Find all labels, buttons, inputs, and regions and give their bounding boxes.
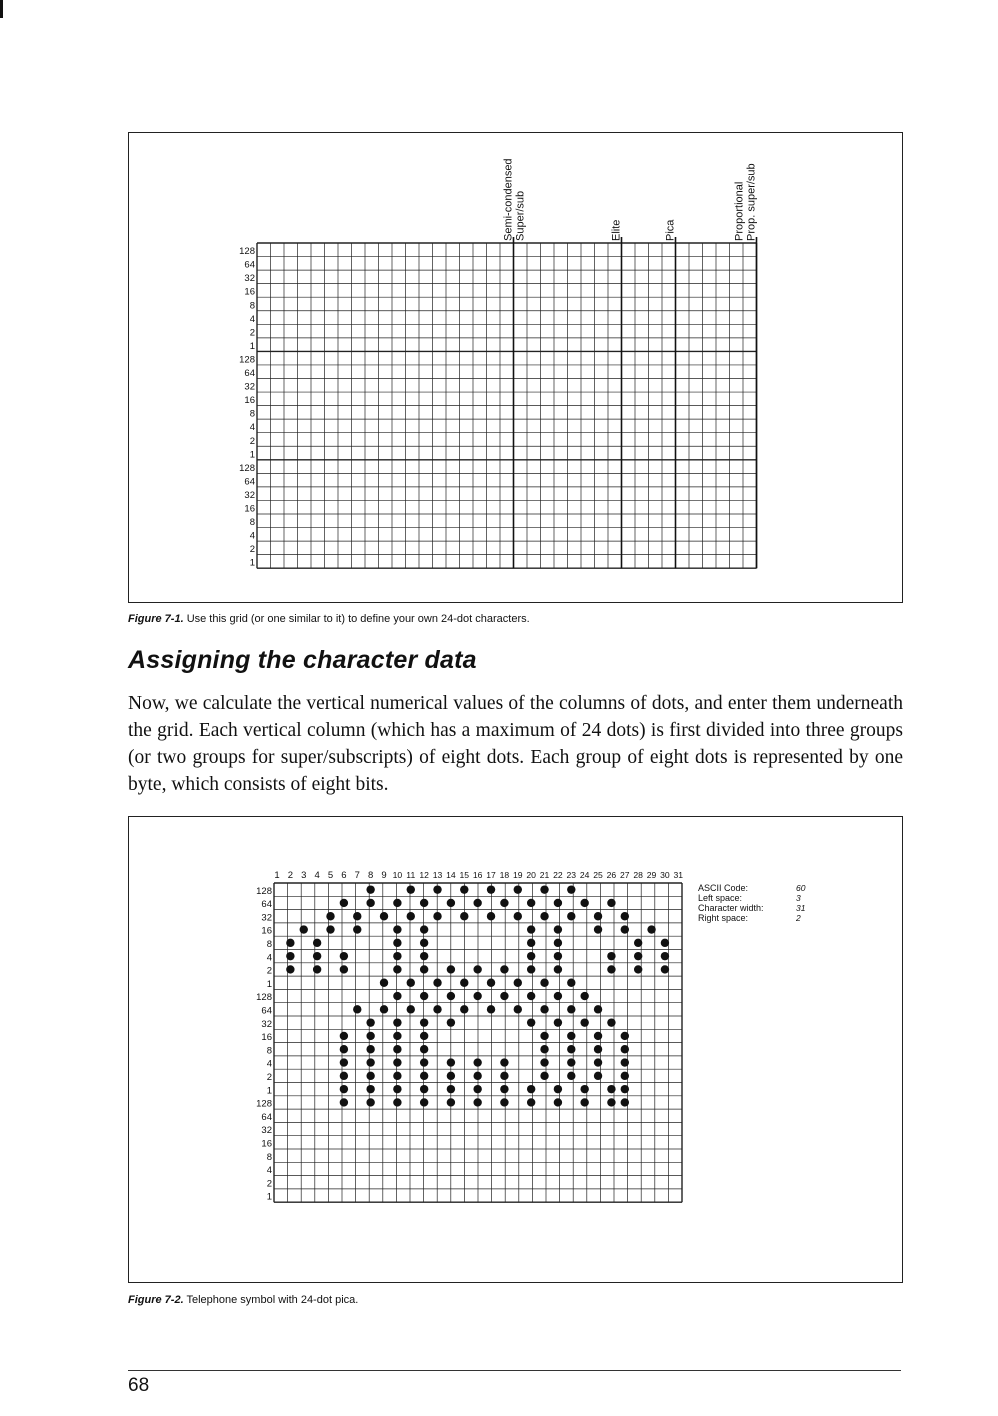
row-value-label: 128 bbox=[256, 885, 272, 897]
dot bbox=[420, 1098, 428, 1106]
dot bbox=[527, 1018, 535, 1026]
info-label: Right space: bbox=[698, 913, 749, 923]
dot bbox=[527, 925, 535, 933]
dot bbox=[433, 979, 441, 987]
dot bbox=[594, 1045, 602, 1053]
dot bbox=[313, 965, 321, 973]
dot bbox=[407, 912, 415, 920]
row-value-label: 64 bbox=[244, 368, 255, 379]
dot bbox=[527, 992, 535, 1000]
dot bbox=[420, 1072, 428, 1080]
row-value-label: 1 bbox=[266, 1085, 272, 1097]
dot bbox=[540, 1005, 548, 1013]
column-number-label: 18 bbox=[499, 870, 510, 880]
row-value-label: 128 bbox=[256, 992, 272, 1004]
row-value-label: 8 bbox=[249, 300, 255, 312]
dot bbox=[473, 1072, 481, 1080]
row-value-label: 64 bbox=[261, 1111, 272, 1123]
dot bbox=[554, 899, 562, 907]
dot bbox=[340, 1032, 348, 1040]
figure-2-caption-label: Figure 7-2. bbox=[128, 1294, 184, 1306]
row-value-label: 32 bbox=[244, 381, 255, 393]
dot bbox=[326, 925, 334, 933]
dot bbox=[500, 1058, 508, 1066]
dot bbox=[353, 1005, 361, 1013]
dot bbox=[594, 1072, 602, 1080]
dot bbox=[353, 925, 361, 933]
row-value-label: 64 bbox=[261, 1005, 272, 1017]
dot bbox=[366, 1085, 374, 1093]
dot bbox=[554, 992, 562, 1000]
dot bbox=[393, 899, 401, 907]
section-heading: Assigning the character data bbox=[128, 646, 477, 674]
dot bbox=[460, 979, 468, 987]
row-value-label: 16 bbox=[244, 503, 255, 515]
dot bbox=[580, 1085, 588, 1093]
dot bbox=[407, 885, 415, 893]
dot bbox=[607, 952, 615, 960]
column-number-label: 8 bbox=[367, 870, 374, 881]
dot bbox=[340, 1058, 348, 1066]
row-value-label: 128 bbox=[239, 246, 255, 258]
dot bbox=[621, 1058, 629, 1066]
column-number-label: 14 bbox=[446, 870, 456, 880]
column-number-label: 31 bbox=[673, 870, 684, 880]
dot bbox=[366, 1045, 374, 1053]
dot bbox=[447, 1058, 455, 1066]
row-value-label: 128 bbox=[239, 462, 255, 474]
dot bbox=[554, 1018, 562, 1026]
dot bbox=[580, 992, 588, 1000]
row-value-label: 8 bbox=[249, 517, 255, 529]
dot bbox=[514, 979, 522, 987]
dot bbox=[420, 952, 428, 960]
dot bbox=[567, 979, 575, 987]
row-value-label: 16 bbox=[244, 395, 255, 407]
column-number-label: 25 bbox=[593, 870, 603, 880]
column-number-label: 22 bbox=[553, 870, 563, 880]
dot bbox=[621, 1085, 629, 1093]
row-value-label: 16 bbox=[261, 1032, 272, 1044]
column-number-label: 9 bbox=[381, 870, 387, 881]
dot bbox=[634, 952, 642, 960]
dot bbox=[540, 1032, 548, 1040]
row-value-label: 4 bbox=[249, 313, 255, 325]
dot bbox=[661, 952, 669, 960]
column-number-label: 7 bbox=[354, 870, 360, 881]
dot bbox=[340, 1072, 348, 1080]
row-value-label: 64 bbox=[244, 259, 255, 271]
figure-1-frame bbox=[128, 132, 903, 603]
dot bbox=[420, 1085, 428, 1093]
dot bbox=[340, 1098, 348, 1106]
dot bbox=[554, 939, 562, 947]
dot bbox=[366, 1072, 374, 1080]
column-number-label: 23 bbox=[566, 870, 577, 880]
row-value-label: 16 bbox=[244, 286, 255, 298]
row-value-label: 1 bbox=[266, 1191, 272, 1203]
dot bbox=[554, 952, 562, 960]
dot bbox=[634, 939, 642, 947]
dot bbox=[554, 925, 562, 933]
column-number-label: 10 bbox=[392, 870, 403, 880]
row-value-label: 2 bbox=[266, 1072, 272, 1083]
row-value-label: 8 bbox=[249, 408, 255, 420]
dot bbox=[473, 965, 481, 973]
dot bbox=[340, 1045, 348, 1053]
dot bbox=[420, 965, 428, 973]
dot bbox=[487, 912, 495, 920]
dot bbox=[634, 965, 642, 973]
dot bbox=[433, 1005, 441, 1013]
dot bbox=[473, 1058, 481, 1066]
figure-2-grid bbox=[129, 817, 902, 1282]
dot bbox=[527, 1098, 535, 1106]
dot bbox=[313, 939, 321, 947]
dot bbox=[420, 1058, 428, 1066]
dot bbox=[473, 992, 481, 1000]
dot bbox=[594, 1005, 602, 1013]
dot bbox=[420, 992, 428, 1000]
page-edge-mark bbox=[0, 0, 3, 18]
row-value-label: 32 bbox=[261, 1018, 272, 1030]
info-label: ASCII Code: bbox=[698, 883, 749, 893]
row-value-label: 32 bbox=[244, 273, 255, 285]
dot bbox=[567, 1005, 575, 1013]
column-number-label: 15 bbox=[459, 870, 470, 880]
row-value-label: 1 bbox=[249, 557, 255, 569]
info-value: 31 bbox=[796, 903, 806, 913]
dot bbox=[580, 1018, 588, 1026]
info-value: 3 bbox=[796, 893, 801, 903]
info-value: 60 bbox=[796, 883, 806, 893]
dot bbox=[580, 899, 588, 907]
figure-1-caption-text: Use this grid (or one similar to it) to define your own 24-dot characters. bbox=[186, 613, 530, 625]
row-value-label: 2 bbox=[266, 965, 272, 977]
dot bbox=[487, 1005, 495, 1013]
dot bbox=[460, 885, 468, 893]
dot bbox=[527, 952, 535, 960]
dot bbox=[420, 1032, 428, 1040]
dot bbox=[527, 939, 535, 947]
dot bbox=[433, 912, 441, 920]
column-number-label: 20 bbox=[526, 870, 536, 880]
dot bbox=[447, 992, 455, 1000]
dot bbox=[540, 1072, 548, 1080]
column-number-label: 13 bbox=[432, 870, 443, 880]
dot bbox=[460, 1005, 468, 1013]
dot bbox=[393, 1072, 401, 1080]
dot bbox=[420, 899, 428, 907]
dot bbox=[514, 912, 522, 920]
dot bbox=[420, 925, 428, 933]
dot bbox=[393, 1085, 401, 1093]
dot bbox=[420, 1018, 428, 1026]
column-number-label: 28 bbox=[633, 870, 643, 880]
figure-2-caption bbox=[128, 1294, 358, 1306]
row-value-label: 16 bbox=[261, 1138, 272, 1150]
dot bbox=[500, 1098, 508, 1106]
column-number-label: 30 bbox=[660, 870, 670, 880]
dot bbox=[393, 1098, 401, 1106]
dot bbox=[473, 899, 481, 907]
dot bbox=[487, 979, 495, 987]
figure-2-frame bbox=[128, 816, 903, 1283]
dot bbox=[621, 1045, 629, 1053]
row-value-label: 4 bbox=[266, 1165, 272, 1177]
dot bbox=[420, 1045, 428, 1053]
dot bbox=[647, 925, 655, 933]
dot bbox=[460, 912, 468, 920]
row-value-label: 4 bbox=[266, 1058, 272, 1070]
dot bbox=[540, 1045, 548, 1053]
dot bbox=[527, 1085, 535, 1093]
row-value-label: 4 bbox=[266, 952, 272, 964]
column-number-label: 26 bbox=[606, 870, 617, 880]
dot bbox=[447, 1018, 455, 1026]
info-label: Character width: bbox=[698, 903, 764, 913]
dot bbox=[380, 1005, 388, 1013]
column-number-label: 3 bbox=[301, 870, 307, 881]
dot bbox=[661, 965, 669, 973]
dot bbox=[621, 1098, 629, 1106]
column-number-label: 6 bbox=[341, 870, 347, 881]
column-number-label: 29 bbox=[646, 870, 657, 880]
row-value-label: 1 bbox=[266, 978, 272, 990]
dot bbox=[393, 1045, 401, 1053]
dot bbox=[393, 1018, 401, 1026]
row-value-label: 8 bbox=[266, 1045, 272, 1057]
row-value-label: 128 bbox=[239, 354, 255, 366]
dot bbox=[366, 1032, 374, 1040]
dot bbox=[540, 885, 548, 893]
dot bbox=[407, 979, 415, 987]
row-value-label: 2 bbox=[266, 1178, 272, 1190]
column-label: Pica bbox=[664, 219, 677, 241]
dot bbox=[380, 912, 388, 920]
dot bbox=[393, 992, 401, 1000]
row-value-label: 32 bbox=[244, 489, 255, 501]
dot bbox=[500, 899, 508, 907]
dot bbox=[500, 965, 508, 973]
dot bbox=[540, 1058, 548, 1066]
row-value-label: 64 bbox=[261, 899, 272, 911]
dot bbox=[366, 899, 374, 907]
dot bbox=[286, 952, 294, 960]
column-number-label: 21 bbox=[539, 870, 550, 880]
dot bbox=[607, 1098, 615, 1106]
dot bbox=[594, 912, 602, 920]
column-number-label: 4 bbox=[314, 870, 320, 881]
dot bbox=[514, 885, 522, 893]
dot bbox=[607, 965, 615, 973]
column-number-label: 16 bbox=[472, 870, 483, 880]
dot bbox=[447, 1085, 455, 1093]
figure-1-caption bbox=[128, 613, 530, 625]
column-number-label: 2 bbox=[287, 870, 294, 881]
dot bbox=[527, 899, 535, 907]
dot bbox=[554, 1085, 562, 1093]
dot bbox=[487, 885, 495, 893]
row-value-label: 128 bbox=[256, 1098, 272, 1110]
dot bbox=[580, 1098, 588, 1106]
row-value-label: 1 bbox=[249, 340, 255, 352]
info-label: Left space: bbox=[698, 893, 743, 903]
row-value-label: 64 bbox=[244, 476, 255, 488]
dot bbox=[353, 912, 361, 920]
dot bbox=[540, 912, 548, 920]
dot bbox=[366, 1058, 374, 1066]
dot bbox=[286, 939, 294, 947]
column-label: Super/sub bbox=[514, 190, 527, 241]
dot bbox=[594, 925, 602, 933]
dot bbox=[326, 912, 334, 920]
dot bbox=[447, 899, 455, 907]
dot bbox=[527, 965, 535, 973]
dot bbox=[473, 1098, 481, 1106]
dot bbox=[366, 1018, 374, 1026]
dot bbox=[500, 1085, 508, 1093]
column-number-label: 19 bbox=[513, 870, 523, 880]
dot bbox=[393, 939, 401, 947]
dot bbox=[366, 885, 374, 893]
row-value-label: 4 bbox=[249, 422, 255, 434]
row-value-label: 4 bbox=[249, 530, 255, 542]
dot bbox=[393, 952, 401, 960]
row-value-label: 2 bbox=[249, 435, 255, 447]
column-label: Elite bbox=[610, 219, 623, 241]
figure-1-grid bbox=[129, 133, 902, 602]
figure-1-caption-label: Figure 7-1. bbox=[128, 613, 184, 625]
info-value: 2 bbox=[796, 913, 801, 923]
dot bbox=[473, 1085, 481, 1093]
body-paragraph: Now, we calculate the vertical numerical values of the columns of dots, and enter them underneath the grid. Each vertical column (which has a maximum of 24 dots) is first divided into three groups (or two groups for super/subscripts) of eight dots. Each group of eight dots is represented by one byte, which consists of eight bits. bbox=[128, 693, 903, 795]
dot bbox=[594, 1032, 602, 1040]
column-number-label: 24 bbox=[579, 870, 590, 880]
dot bbox=[621, 1032, 629, 1040]
dot bbox=[380, 979, 388, 987]
dot bbox=[393, 1058, 401, 1066]
column-number-label: 12 bbox=[419, 870, 429, 880]
dot bbox=[607, 1018, 615, 1026]
column-number-label: 5 bbox=[327, 870, 334, 881]
dot bbox=[567, 1032, 575, 1040]
dot bbox=[447, 1098, 455, 1106]
dot bbox=[447, 1072, 455, 1080]
row-value-label: 1 bbox=[249, 449, 255, 461]
dot bbox=[567, 1072, 575, 1080]
dot bbox=[313, 952, 321, 960]
dot bbox=[420, 939, 428, 947]
dot bbox=[366, 1098, 374, 1106]
dot bbox=[393, 1032, 401, 1040]
column-label: Proportional bbox=[733, 181, 746, 241]
dot bbox=[567, 1058, 575, 1066]
dot bbox=[340, 899, 348, 907]
dot bbox=[300, 925, 308, 933]
column-label: Prop. super/sub bbox=[745, 163, 758, 241]
dot bbox=[607, 1085, 615, 1093]
row-value-label: 16 bbox=[261, 925, 272, 937]
dot bbox=[286, 965, 294, 973]
dot bbox=[500, 992, 508, 1000]
dot bbox=[567, 1045, 575, 1053]
row-value-label: 2 bbox=[249, 327, 255, 339]
row-value-label: 8 bbox=[266, 1151, 272, 1163]
dot bbox=[594, 1058, 602, 1066]
column-number-label: 11 bbox=[406, 870, 416, 880]
dot bbox=[621, 1072, 629, 1080]
column-label: Semi-condensed bbox=[502, 158, 515, 241]
footer-rule bbox=[128, 1370, 901, 1371]
dot bbox=[500, 1072, 508, 1080]
row-value-label: 8 bbox=[266, 939, 272, 950]
dot bbox=[554, 965, 562, 973]
dot bbox=[393, 965, 401, 973]
dot bbox=[340, 952, 348, 960]
dot bbox=[567, 885, 575, 893]
dot bbox=[407, 1005, 415, 1013]
row-value-label: 32 bbox=[261, 912, 272, 924]
dot bbox=[340, 965, 348, 973]
dot bbox=[433, 885, 441, 893]
dot bbox=[514, 1005, 522, 1013]
dot bbox=[607, 899, 615, 907]
dot bbox=[340, 1085, 348, 1093]
dot bbox=[393, 925, 401, 933]
page-number: 68 bbox=[128, 1375, 150, 1396]
column-number-label: 17 bbox=[486, 870, 496, 880]
figure-2-caption-text: Telephone symbol with 24-dot pica. bbox=[186, 1294, 359, 1306]
column-number-label: 27 bbox=[620, 870, 630, 880]
dot bbox=[621, 925, 629, 933]
dot bbox=[621, 912, 629, 920]
dot bbox=[554, 1098, 562, 1106]
row-value-label: 32 bbox=[261, 1125, 272, 1137]
dot bbox=[447, 965, 455, 973]
column-number-label: 1 bbox=[274, 870, 280, 881]
row-value-label: 2 bbox=[249, 544, 255, 556]
dot bbox=[661, 939, 669, 947]
dot bbox=[567, 912, 575, 920]
dot bbox=[540, 979, 548, 987]
